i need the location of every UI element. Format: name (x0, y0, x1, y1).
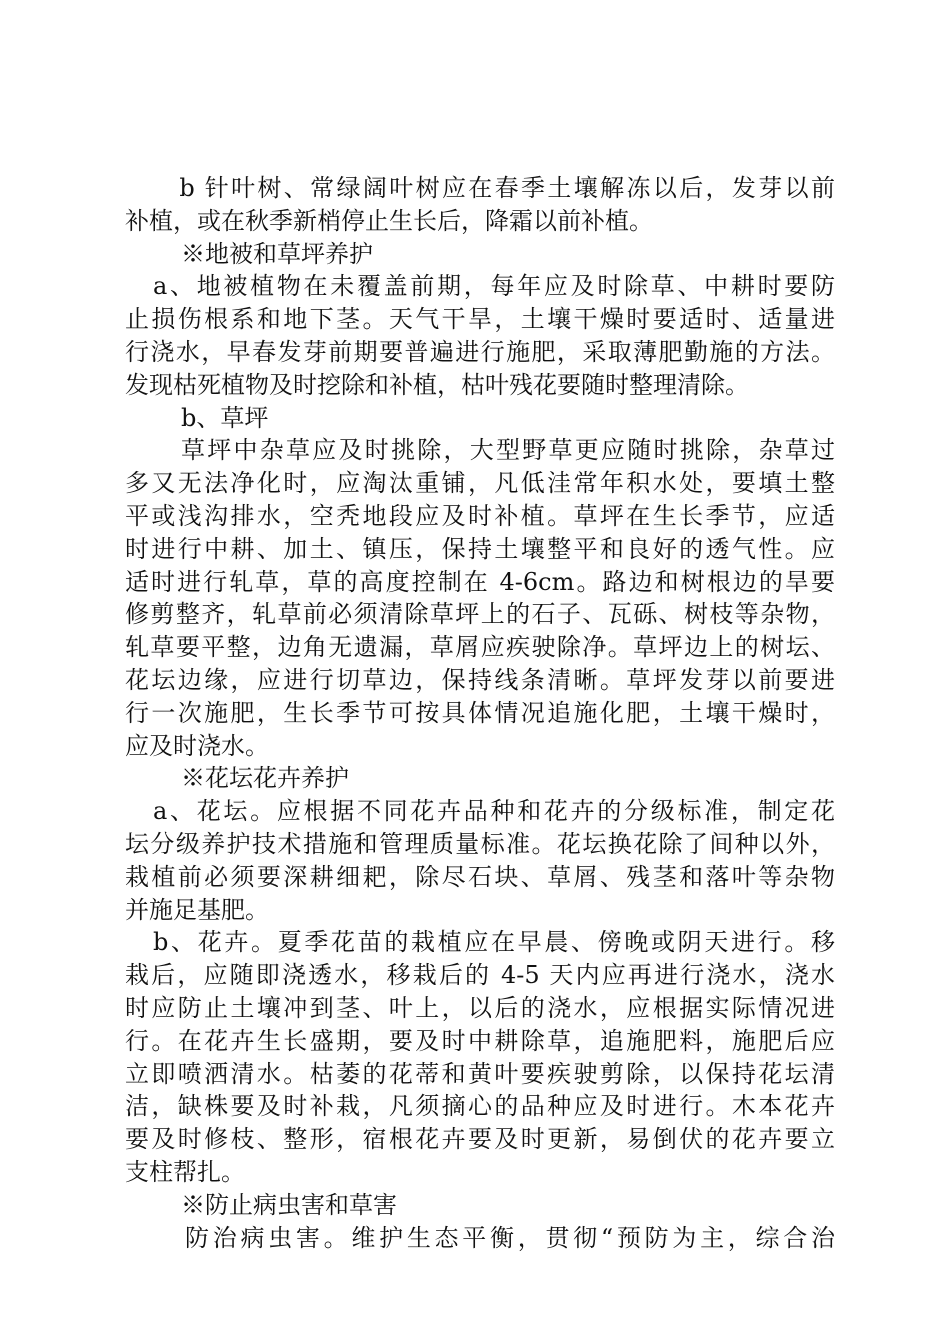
text-line: ※地被和草坪养护 (181, 239, 373, 268)
text-line: 防治病虫害。维护生态平衡，贯彻“预防为主，综合治 (185, 1223, 835, 1252)
text-line: 止损伤根系和地下茎。天气干旱，土壤干燥时要适时、适量进 (125, 305, 835, 334)
text-line: 时进行中耕、加土、镇压，保持土壤整平和良好的透气性。应 (125, 534, 835, 563)
text-line: 行一次施肥，生长季节可按具体情况追施化肥，土壤干燥时， (125, 698, 835, 727)
text-line: a、地被植物在未覆盖前期，每年应及时除草、中耕时要防 (153, 272, 835, 301)
text-line: 坛分级养护技术措施和管理质量标准。花坛换花除了间种以外， (125, 829, 835, 858)
text-line: 草坪中杂草应及时挑除，大型野草更应随时挑除，杂草过 (181, 436, 835, 465)
text-line: 立即喷洒清水。枯萎的花蒂和黄叶要疾驶剪除，以保持花坛清 (125, 1059, 835, 1088)
text-line: b、草坪 (181, 403, 269, 432)
text-line: b、花卉。夏季花苗的栽植应在早晨、傍晚或阴天进行。移 (153, 928, 835, 957)
text-line: 支柱帮扎。 (125, 1157, 245, 1186)
text-line: 行。在花卉生长盛期，要及时中耕除草，追施肥料，施肥后应 (125, 1026, 835, 1055)
text-line: 并施足基肥。 (125, 895, 269, 924)
text-line: 洁，缺株要及时补栽，凡须摘心的品种应及时进行。木本花卉 (125, 1092, 835, 1121)
text-line: 适时进行轧草，草的高度控制在 4-6cm。路边和树根边的旱要 (125, 567, 835, 596)
text-line: 补植，或在秋季新梢停止生长后，降霜以前补植。 (125, 206, 653, 235)
text-line: ※防止病虫害和草害 (181, 1190, 397, 1219)
text-line: 轧草要平整，边角无遗漏，草屑应疾驶除净。草坪边上的树坛、 (125, 633, 835, 662)
text-line: b 针叶树、常绿阔叶树应在春季土壤解冻以后，发芽以前 (153, 174, 835, 202)
text-line: 平或浅沟排水，空秃地段应及时补植。草坪在生长季节，应适 (125, 501, 835, 530)
text-line: 应及时浇水。 (125, 731, 269, 760)
text-line: 栽后，应随即浇透水，移栽后的 4-5 天内应再进行浇水，浇水 (125, 961, 835, 990)
text-line: 行浇水，早春发芽前期要普遍进行施肥，采取薄肥勤施的方法。 (125, 337, 835, 366)
text-line: 栽植前必须要深耕细耙，除尽石块、草屑、残茎和落叶等杂物 (125, 862, 835, 891)
text-line: 修剪整齐，轧草前必须清除草坪上的石子、瓦砾、树枝等杂物， (125, 600, 835, 629)
text-line: 要及时修枝、整形，宿根花卉要及时更新，易倒伏的花卉要立 (125, 1125, 835, 1154)
text-line: 多又无法净化时，应淘汰重铺，凡低洼常年积水处，要填土整 (125, 469, 835, 498)
text-line: ※花坛花卉养护 (181, 764, 349, 793)
text-line: 发现枯死植物及时挖除和补植，枯叶残花要随时整理清除。 (125, 370, 749, 399)
text-line: 花坛边缘，应进行切草边，保持线条清晰。草坪发芽以前要进 (125, 665, 835, 694)
text-line: 时应防止土壤冲到茎、叶上，以后的浇水，应根据实际情况进 (125, 993, 835, 1022)
text-line: a、花坛。应根据不同花卉品种和花卉的分级标准，制定花 (153, 797, 835, 826)
document-body (125, 172, 835, 1254)
